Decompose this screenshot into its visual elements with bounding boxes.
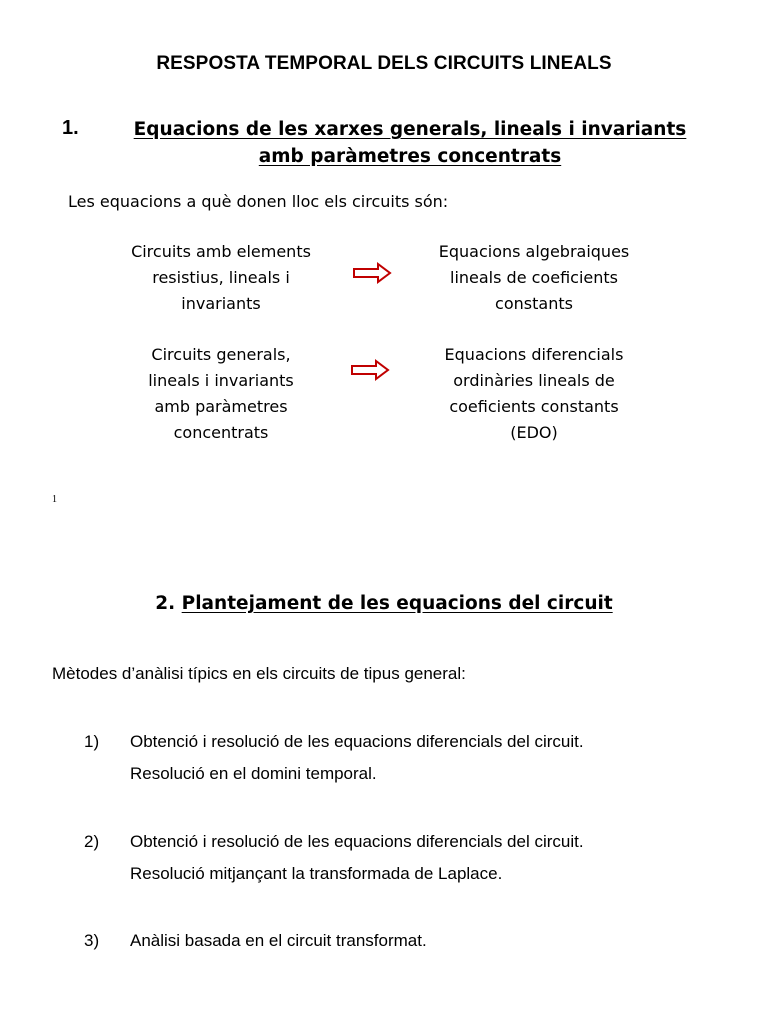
right-outline-arrow-icon bbox=[352, 261, 392, 285]
row-2-right-line: Equacions diferencials bbox=[444, 345, 624, 364]
row-2-right-line: ordinàries lineals de bbox=[453, 371, 615, 390]
right-outline-arrow-icon bbox=[350, 358, 390, 382]
method-1-number: 1) bbox=[84, 732, 100, 751]
method-2-line-1: Obtenció i resolució de les equacions diferencials del circuit. bbox=[130, 832, 584, 851]
method-1-text bbox=[130, 726, 750, 790]
method-1-line-1: Obtenció i resolució de les equacions diferencials del circuit. bbox=[130, 732, 584, 751]
row-2-right-cell bbox=[408, 342, 660, 446]
row-1-left-line: invariants bbox=[181, 294, 261, 313]
method-2-text bbox=[130, 826, 750, 890]
method-2-line-2: Resolució mitjançant la transformada de Laplace. bbox=[130, 864, 503, 883]
section-2-title-text: Plantejament de les equacions del circuit bbox=[181, 593, 613, 614]
section-1-intro: Les equacions a què donen lloc els circuits són: bbox=[68, 192, 449, 211]
method-3-number: 3) bbox=[84, 931, 100, 950]
row-1-left-cell bbox=[96, 239, 346, 317]
row-1-right-line: lineals de coeficients bbox=[450, 268, 618, 287]
row-1-right-line: constants bbox=[495, 294, 573, 313]
section-2-number: 2. bbox=[155, 593, 176, 614]
row-2-right-line: coeficients constants bbox=[449, 397, 619, 416]
section-1-number: 1. bbox=[62, 117, 79, 139]
row-1-right-cell bbox=[408, 239, 660, 317]
method-3-line-1: Anàlisi basada en el circuit transformat. bbox=[130, 931, 427, 950]
method-2-number: 2) bbox=[84, 832, 100, 851]
section-1-title bbox=[100, 116, 720, 170]
document-title: RESPOSTA TEMPORAL DELS CIRCUITS LINEALS bbox=[156, 53, 612, 74]
section-1-title-line-2: amb paràmetres concentrats bbox=[258, 146, 562, 167]
section-1-title-line-1: Equacions de les xarxes generals, lineals i invariants bbox=[133, 119, 687, 140]
row-1-left-line: resistius, lineals i bbox=[152, 268, 290, 287]
row-1-right-line: Equacions algebraiques bbox=[438, 242, 630, 261]
row-2-left-cell bbox=[96, 342, 346, 446]
row-2-left-line: lineals i invariants bbox=[148, 371, 294, 390]
row-2-left-line: Circuits generals, bbox=[151, 345, 291, 364]
footnote-mark: 1 bbox=[52, 494, 57, 505]
methods-intro: Mètodes d’anàlisi típics en els circuits de tipus general: bbox=[52, 664, 466, 683]
row-2-right-line: (EDO) bbox=[510, 423, 558, 442]
row-1-left-line: Circuits amb elements bbox=[131, 242, 311, 261]
row-2-left-line: amb paràmetres bbox=[154, 397, 288, 416]
section-2-title bbox=[0, 593, 768, 614]
method-1-line-2: Resolució en el domini temporal. bbox=[130, 764, 377, 783]
row-2-left-line: concentrats bbox=[173, 423, 269, 442]
method-3-text bbox=[130, 925, 750, 957]
